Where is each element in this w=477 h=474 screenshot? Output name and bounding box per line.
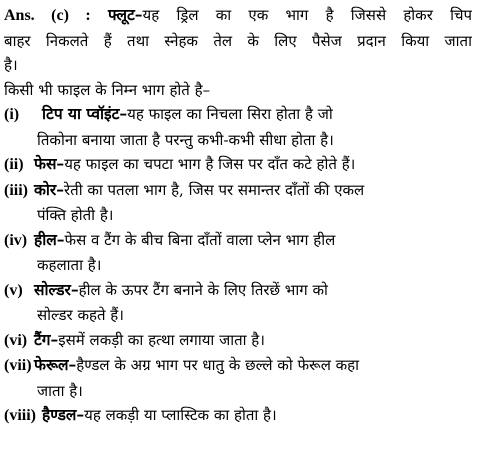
item-term: हैण्डल– bbox=[42, 405, 85, 424]
item-number: (vii) bbox=[4, 357, 32, 374]
item-term: फेस– bbox=[34, 154, 65, 173]
item-text: यह लकड़ी या प्लास्टिक का होता है। bbox=[84, 406, 277, 424]
answer-text-1: यह ड्रिल का एक भाग है जिससे होकर चिप bbox=[142, 6, 472, 24]
answer-line-2 bbox=[4, 29, 472, 54]
list-item-shoulder-continuation: सोल्डर कहते हैं। bbox=[37, 306, 124, 324]
answer-label: Ans. (c) : bbox=[4, 7, 91, 24]
item-number: (iv) bbox=[4, 231, 28, 249]
list-item-heel-continuation: कहलाता है। bbox=[37, 256, 102, 274]
item-term: टैंग– bbox=[34, 329, 59, 349]
item-text: यह फाइल का निचला सिरा होता है जो bbox=[127, 105, 333, 123]
item-term: सोल्डर– bbox=[34, 279, 79, 299]
list-item-ferrule-continuation: जाता है। bbox=[37, 381, 83, 400]
list-item-shoulder bbox=[4, 278, 472, 304]
list-item-core-continuation: पंक्ति होती है। bbox=[37, 206, 114, 224]
list-item-heel bbox=[4, 228, 472, 254]
list-item-core bbox=[4, 178, 472, 204]
item-number: (viii) bbox=[4, 407, 36, 424]
list-item-ferrule bbox=[4, 353, 472, 379]
list-item-tip bbox=[4, 102, 472, 128]
answer-text-3: है। bbox=[4, 56, 18, 74]
item-term: कोर– bbox=[34, 179, 65, 199]
item-text: हील के ऊपर टैंग बनाने के लिए तिरछें भाग को bbox=[78, 280, 328, 299]
item-text: हैण्डल के अग्र भाग पर धातु के छल्ले को फेरूल कहा bbox=[76, 356, 359, 374]
item-number: (ii) bbox=[4, 156, 24, 173]
item-text: रेती का पतला भाग है, जिस पर समान्तर दाँतों की एकल bbox=[64, 180, 365, 199]
item-text: यह फाइल का चपटा भाग है जिस पर दाँत कटे होते हैं। bbox=[64, 155, 356, 173]
answer-line-3 bbox=[4, 53, 472, 78]
intro-line: किसी भी फाइल के निम्न भाग होते है– bbox=[4, 80, 211, 99]
item-term: टिप या प्वॉइंट– bbox=[42, 104, 128, 123]
answer-term: फ्लूट– bbox=[107, 5, 143, 24]
item-number: (i) bbox=[4, 106, 20, 123]
answer-text-2: बाहर निकलते हैं तथा स्नेहक तेल के लिए पैसेज प्रदान किया जाता bbox=[4, 31, 472, 50]
item-number: (iii) bbox=[4, 181, 28, 199]
item-term: हील– bbox=[34, 229, 65, 249]
item-number: (vi) bbox=[4, 331, 28, 349]
item-number: (v) bbox=[4, 281, 23, 299]
item-term: फेरूल– bbox=[34, 355, 77, 374]
item-text: इसमें लकड़ी का हत्था लगाया जाता है। bbox=[58, 330, 265, 349]
list-item-face bbox=[4, 152, 472, 178]
list-item-handle bbox=[4, 403, 472, 429]
list-item-tip-continuation: तिकोना बनाया जाता है परन्तु कभी-कभी सीधा होता है। bbox=[37, 130, 334, 149]
item-text: फेस व टैंग के बीच बिना दाँतों वाला प्लेन भाग हील bbox=[64, 230, 336, 249]
list-item-tang bbox=[4, 328, 472, 354]
answer-document bbox=[4, 3, 472, 429]
answer-line-1 bbox=[4, 3, 472, 29]
